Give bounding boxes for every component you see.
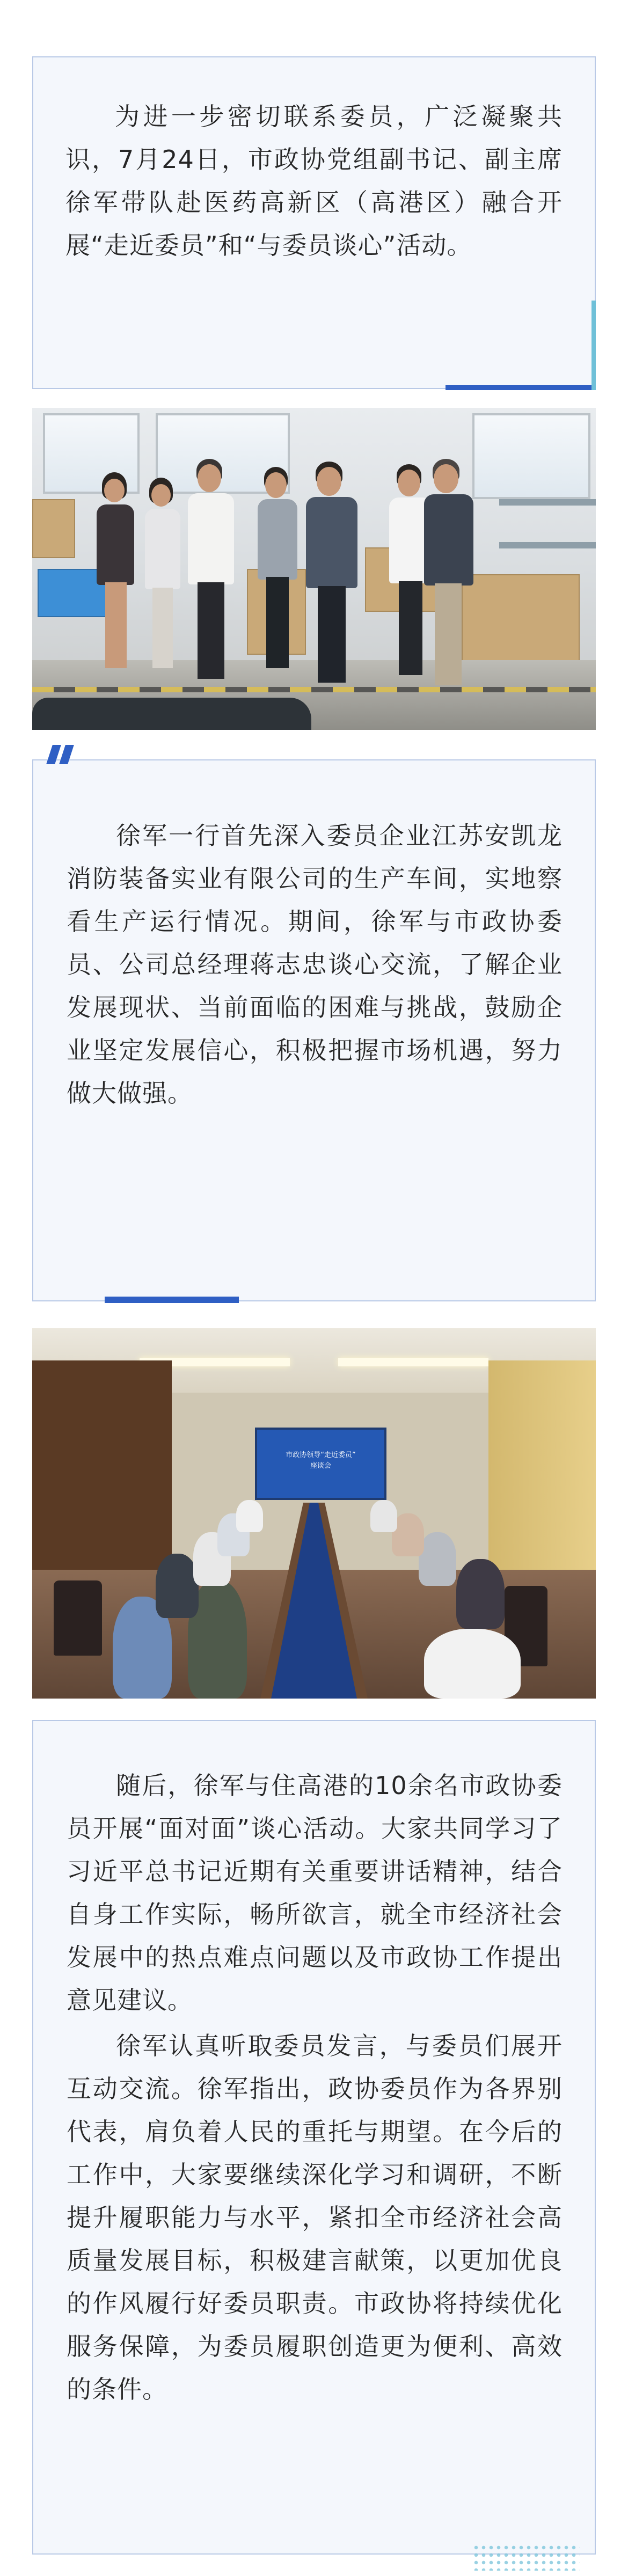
intro-paragraph: 为进一步密切联系委员，广泛凝聚共识，7月24日，市政协党组副书记、副主席徐军带队赴医药高新区（高港区）融合开展“走近委员”和“与委员谈心”活动。 [65, 102, 563, 260]
accent-bar-right [592, 301, 596, 390]
quote-mark-icon [47, 745, 79, 766]
screen-line-2: 座谈会 [310, 1462, 331, 1470]
remarks-paragraph: 徐军认真听取委员发言，与委员们展开互动交流。徐军指出，政协委员作为各界别代表，肩负着人民的重托与期望。在今后的工作中，大家要继续深化学习和调研，不断提升履职能力与水平，紧扣全市经济社会高质量发展目标，积极建言献策，以更加优良的作风履行好委员职责。市政协将持续优化服务保障，为委员履职创造更为便利、高效的条件。 [67, 2031, 563, 2404]
window [472, 413, 590, 499]
attendee [236, 1500, 263, 1532]
shelf [499, 542, 596, 548]
carton-box [462, 574, 580, 671]
shelf [499, 499, 596, 506]
visit-paragraph: 徐军一行首先深入委员企业江苏安凯龙消防装备实业有限公司的生产车间，实地察看生产运行情况。期间，徐军与市政协委员、公司总经理蒋志忠谈心交流，了解企业发展现状、当前面临的困难与挑战，鼓励企业坚定发展信心，积极把握市场机遇，努力做大做强。 [67, 821, 563, 1108]
visit-card [32, 759, 596, 1301]
meeting-card [32, 1720, 596, 2555]
attendee [456, 1559, 505, 1629]
attendee [424, 1629, 521, 1699]
floor-safety-stripe [32, 687, 596, 692]
accent-bar-bottom-right [446, 385, 596, 390]
factory-visit-photo [32, 408, 596, 730]
attendee [156, 1554, 199, 1618]
attendee [419, 1532, 456, 1586]
screen-line-1: 市政协领导“走近委员” [286, 1451, 356, 1459]
meeting-room-photo [32, 1328, 596, 1699]
carton-box [32, 499, 75, 558]
accent-bar-underline [105, 1297, 239, 1303]
chair [54, 1580, 102, 1656]
dark-mat [32, 698, 311, 730]
ceiling-light [338, 1358, 488, 1366]
attendee [370, 1500, 397, 1532]
intro-card [32, 56, 596, 389]
meeting-paragraph: 随后，徐军与住高港的10余名市政协委员开展“面对面”谈心活动。大家共同学习了习近平总书记近期有关重要讲话精神，结合自身工作实际，畅所欲言，就全市经济社会发展中的热点难点问题以及市政协工作提出意见建议。 [67, 1771, 563, 2015]
dot-pattern-decoration [472, 2544, 580, 2571]
meeting-screen [255, 1428, 386, 1500]
